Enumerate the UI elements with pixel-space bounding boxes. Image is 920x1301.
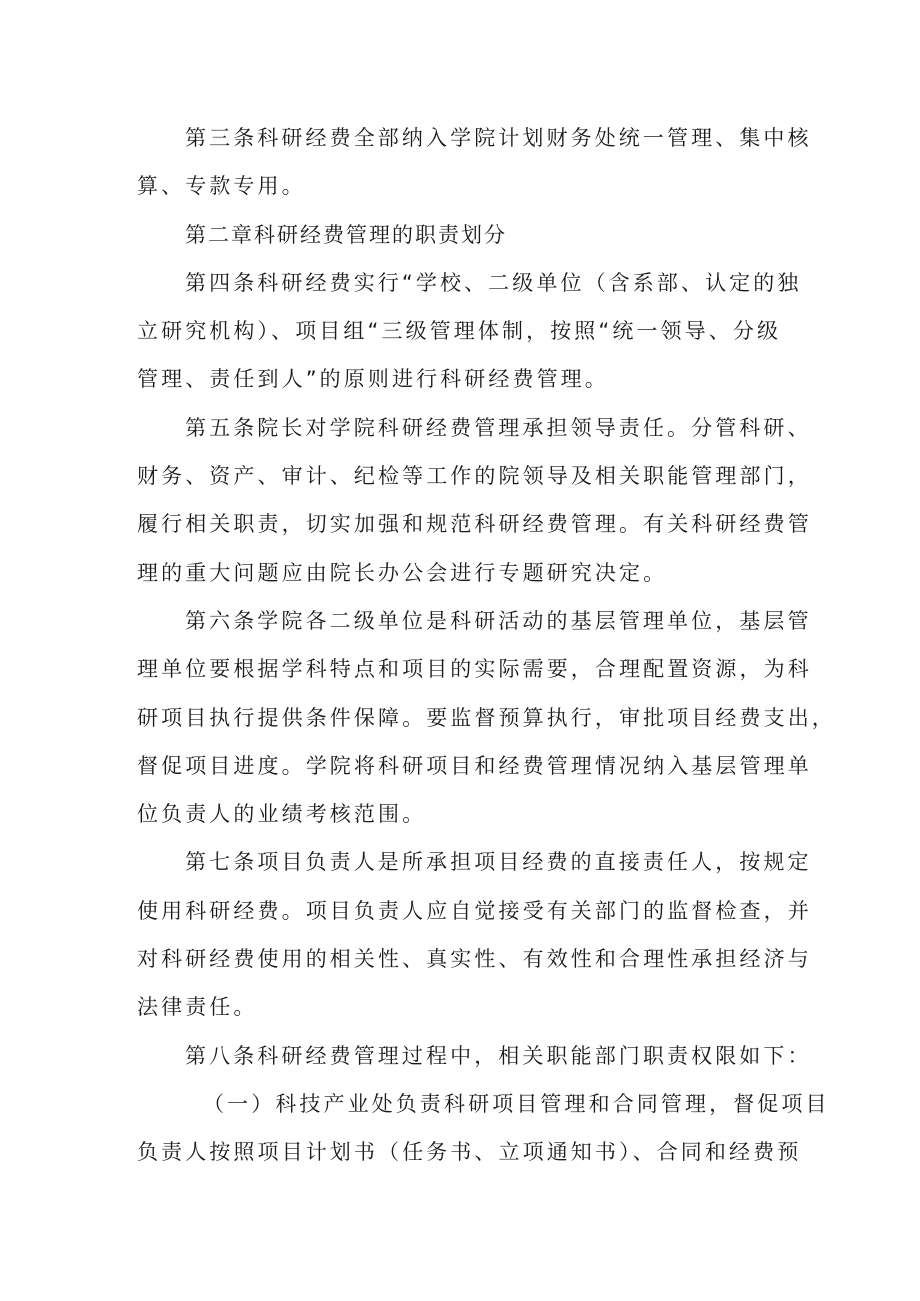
document-body — [137, 114, 836, 1177]
text-line: 第六条学院各二级单位是科研活动的基层管理单位，基层管 — [185, 608, 812, 633]
text-line: 立研究机构）、项目组“三级管理体制，按照“统一领导、分级 — [137, 319, 782, 344]
text-line: 第三条科研经费全部纳入学院计划财务处统一管理、集中核 — [185, 126, 812, 150]
article-6-paragraph — [137, 597, 836, 838]
text-line: 算、专款专用。 — [137, 174, 306, 199]
article-8-paragraph — [137, 1032, 812, 1080]
text-line: 研项目执行提供条件保障。要监督预算执行，审批项目经费支出， — [137, 705, 836, 730]
article-7-paragraph — [137, 838, 812, 1031]
chapter-heading: 第二章科研经费管理的职责划分 — [185, 222, 507, 247]
article-4-paragraph — [137, 259, 802, 404]
text-line: 对科研经费使用的相关性、真实性、有效性和合理性承担经济与 — [137, 947, 812, 972]
text-line: 第八条科研经费管理过程中，相关职能部门职责权限如下： — [185, 1043, 812, 1068]
text-line: 第四条科研经费实行“学校、二级单位（含系部、认定的独 — [185, 270, 802, 295]
text-line: 负责人按照项目计划书（任务书、立项通知书）、合同和经费预 — [137, 1140, 802, 1165]
text-line: 法律责任。 — [137, 995, 258, 1020]
chapter-2-heading — [137, 211, 789, 259]
text-line: （一）科技产业处负责科研项目管理和合同管理，督促项目 — [203, 1091, 830, 1116]
text-line: 使用科研经费。项目负责人应自觉接受有关部门的监督检查，并 — [137, 898, 812, 923]
text-line: 管理、责任到人”的原则进行科研经费管理。 — [137, 367, 609, 392]
text-line: 理的重大问题应由院长办公会进行专题研究决定。 — [137, 560, 668, 585]
text-line: 第七条项目负责人是所承担项目经费的直接责任人，按规定 — [185, 850, 812, 875]
text-line: 督促项目进度。学院将科研项目和经费管理情况纳入基层管理单 — [137, 753, 812, 778]
text-line: 理单位要根据学科特点和项目的实际需要，合理配置资源，为科 — [137, 657, 812, 682]
text-line: 履行相关职责，切实加强和规范科研经费管理。有关科研经费管 — [137, 512, 812, 537]
article-3-paragraph — [137, 114, 812, 211]
text-line: 财务、资产、审计、纪检等工作的院领导及相关职能管理部门， — [137, 464, 812, 489]
text-line: 位负责人的业绩考核范围。 — [137, 802, 427, 827]
article-5-paragraph — [137, 404, 812, 597]
text-line: 第五条院长对学院科研经费管理承担领导责任。分管科研、 — [185, 415, 812, 440]
article-8-item-1-paragraph — [137, 1080, 830, 1177]
